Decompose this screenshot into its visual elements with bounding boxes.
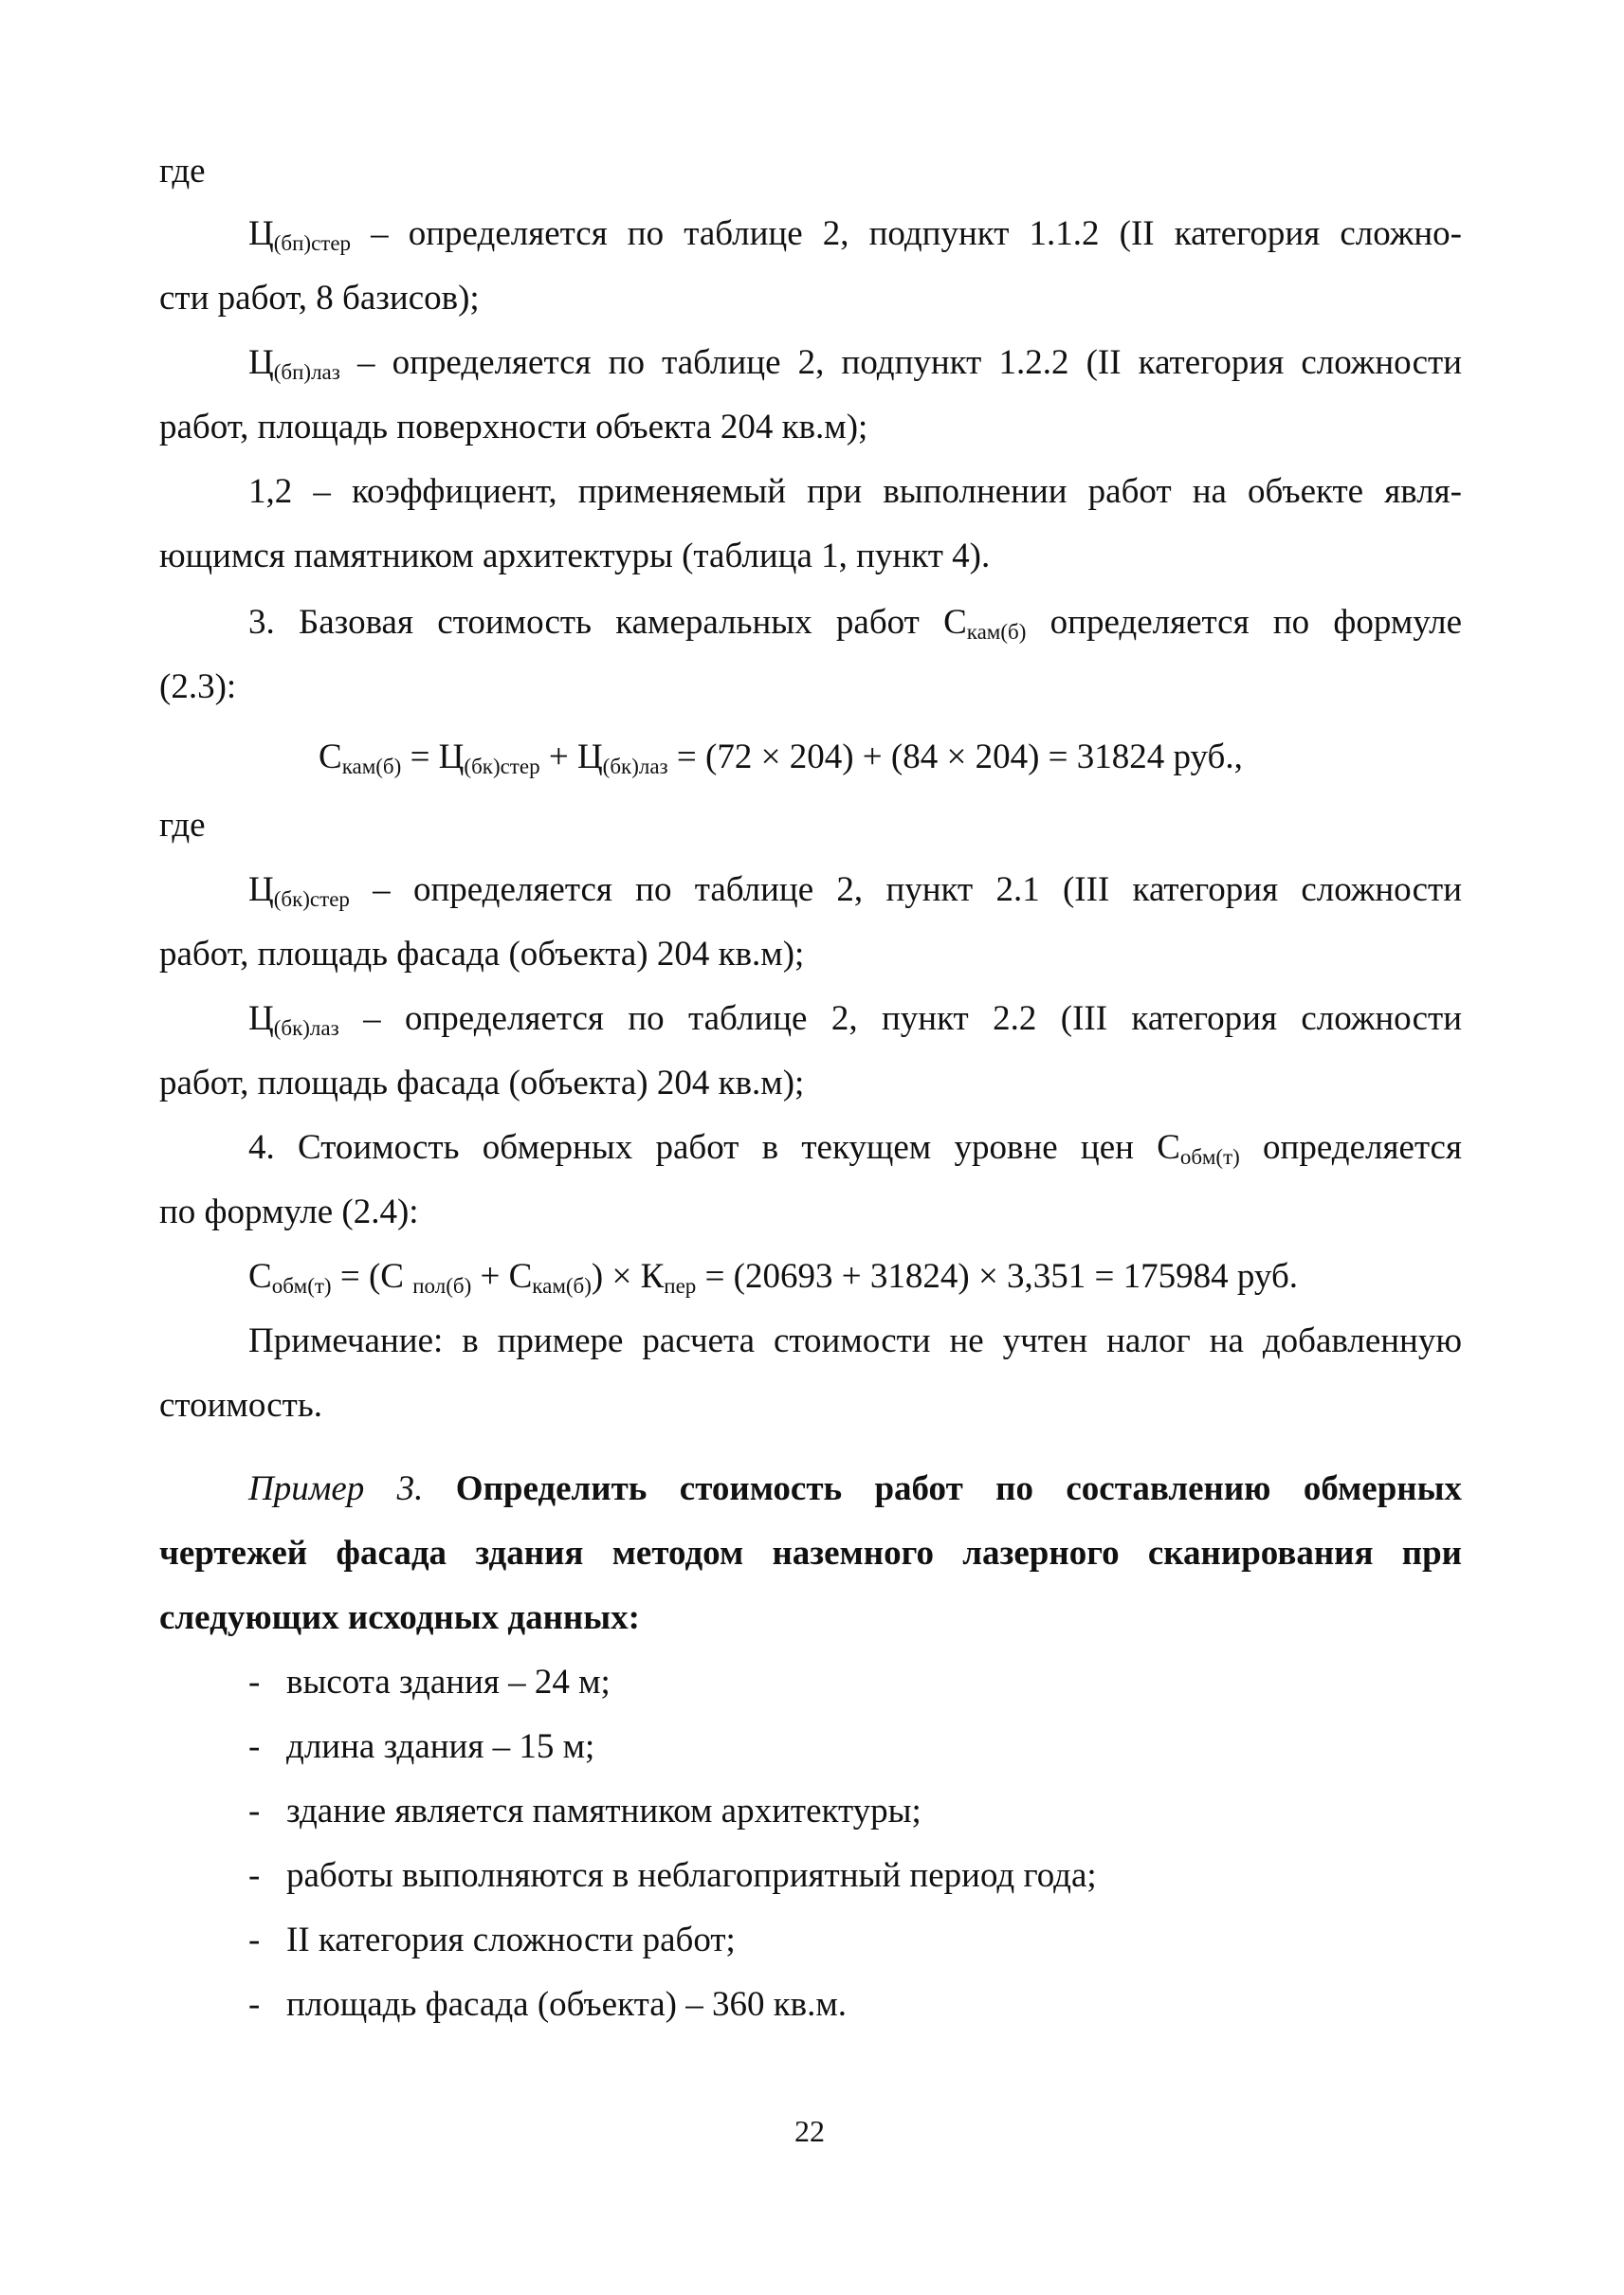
item-3-line2: (2.3): xyxy=(159,667,237,706)
list-item: - длина здания – 15 м; xyxy=(248,1727,595,1766)
definition-bk-ster-line2: работ, площадь фасада (объекта) 204 кв.м); xyxy=(159,935,805,974)
item-3-line1: 3. Базовая стоимость камеральных работ $С_{кам(б)}$ определяется по формуле xyxy=(248,603,1462,644)
coefficient-line1: 1,2 – коэффициент, применяемый при выполнении работ на объекте явля- xyxy=(248,472,1462,511)
example-3-heading-line2: чертежей фасада здания методом наземного лазерного сканирования при xyxy=(159,1534,1462,1573)
formula-2-3: $С_{кам(б)} = Ц_{(бк)стер} + Ц_{(бк)лаз} = (72 \times 204) + (84 \times 204) = 31824$ руб., xyxy=(319,738,1243,778)
formula-2-4: $С_{обм(т)} = (С$ $_{пол(б)} + С_{кам(б)}) \times К_{пер} = (20693 + 31824) \times 3,351 = 175984$ руб. xyxy=(248,1257,1299,1298)
page-number: 22 xyxy=(794,2114,825,2148)
where-label-1: где xyxy=(159,152,206,191)
example-3-heading-line3: следующих исходных данных: xyxy=(159,1598,640,1637)
list-item: - здание является памятником архитектуры; xyxy=(248,1792,921,1831)
example-3-heading-line1: Пример 3. Определить стоимость работ по составлению обмерных xyxy=(248,1469,1462,1508)
definition-bp-laz-line1: $Ц_{(бп)лаз}$ – определяется по таблице 2, подпункт 1.2.2 (II категория сложности xyxy=(248,343,1462,384)
definition-bp-ster-line2: сти работ, 8 базисов); xyxy=(159,279,480,318)
definition-bk-laz-line1: $Ц_{(бк)лаз}$ – определяется по таблице 2, пункт 2.2 (III категория сложности xyxy=(248,999,1462,1040)
list-item: - площадь фасада (объекта) – 360 кв.м. xyxy=(248,1985,848,2024)
list-item: - II категория сложности работ; xyxy=(248,1921,736,1959)
item-4-line2: по формуле (2.4): xyxy=(159,1193,419,1231)
definition-bk-ster-line1: $Ц_{(бк)стер}$ – определяется по таблице 2, пункт 2.1 (III категория сложности xyxy=(248,870,1462,911)
note-line2: стоимость. xyxy=(159,1386,322,1425)
note-line1: Примечание: в примере расчета стоимости не учтен налог на добавленную xyxy=(248,1321,1462,1360)
list-item: - высота здания – 24 м; xyxy=(248,1663,611,1702)
item-4-line1: 4. Стоимость обмерных работ в текущем уровне цен $С_{обм(т)}$ определяется xyxy=(248,1128,1463,1169)
coefficient-line2: ющимся памятником архитектуры (таблица 1, пункт 4). xyxy=(159,537,991,575)
definition-bk-laz-line2: работ, площадь фасада (объекта) 204 кв.м); xyxy=(159,1064,805,1102)
example-label: Пример 3. xyxy=(248,1469,424,1508)
where-label-2: где xyxy=(159,806,206,845)
list-item: - работы выполняются в неблагоприятный период года; xyxy=(248,1856,1097,1895)
definition-bp-ster-line1: $Ц_{(бп)стер}$ – определяется по таблице 2, подпункт 1.1.2 (II категория сложно- xyxy=(248,214,1463,255)
definition-bp-laz-line2: работ, площадь поверхности объекта 204 кв.м); xyxy=(159,408,868,446)
